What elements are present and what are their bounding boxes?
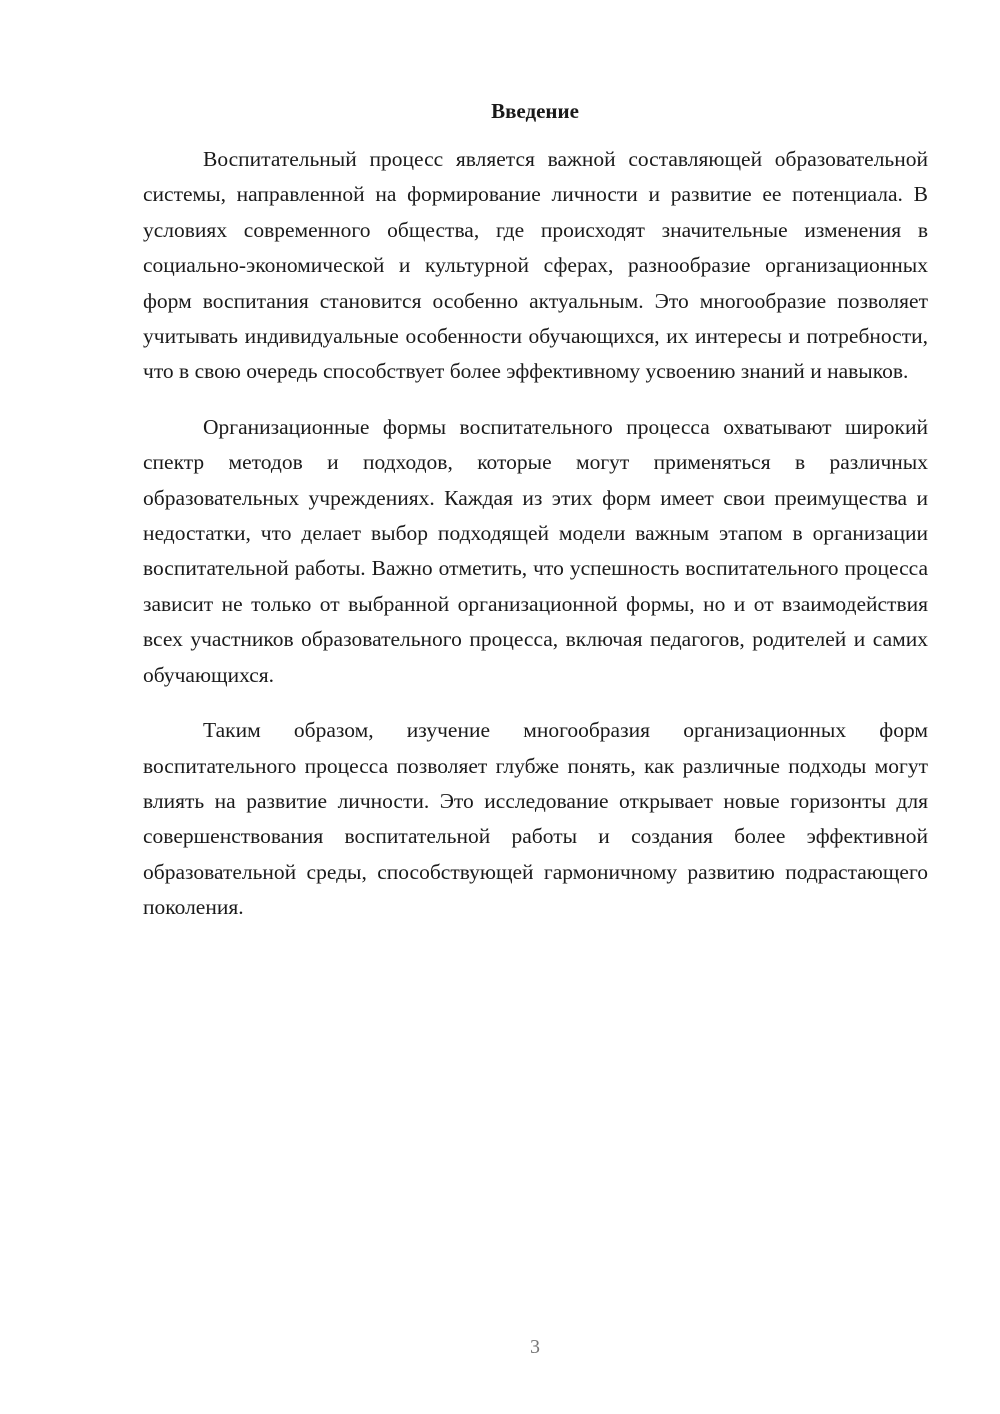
paragraph-2: Организационные формы воспитательного процесса охватывают широкий спектр методов и подходов, которые могут применяться в различных образовательных учреждениях. Каждая из этих форм имеет свои преимущества и недостатки, что делает выбор подходящей модели важным этапом в организации воспитательной работы. Важно отметить, что успешность воспитательного процесса зависит не только от выбранной организационной формы, но и от взаимодействия всех участников образовательного процесса, включая педагогов, родителей и самих обучающихся. [143,414,928,687]
page-number: 3 [530,1336,540,1358]
section-heading: Введение [491,99,579,123]
body-text [143,142,928,946]
paragraph-1: Воспитательный процесс является важной составляющей образовательной системы, направленной на формирование личности и развитие ее потенциала. В условиях современного общества, где происходят значительные изменения в социально-экономической и культурной сферах, разнообразие организационных форм воспитания становится особенно актуальным. Это многообразие позволяет учитывать индивидуальные особенности обучающихся, их интересы и потребности, что в свою очередь способствует более эффективному усвоению знаний и навыков. [143,147,928,384]
paragraph-3: Таким образом, изучение многообразия организационных форм воспитательного процесса позволяет глубже понять, как различные подходы могут влиять на развитие личности. Это исследование открывает новые горизонты для совершенствования воспитательной работы и создания более эффективной образовательной среды, способствующей гармоничному развитию подрастающего поколения. [143,718,928,920]
